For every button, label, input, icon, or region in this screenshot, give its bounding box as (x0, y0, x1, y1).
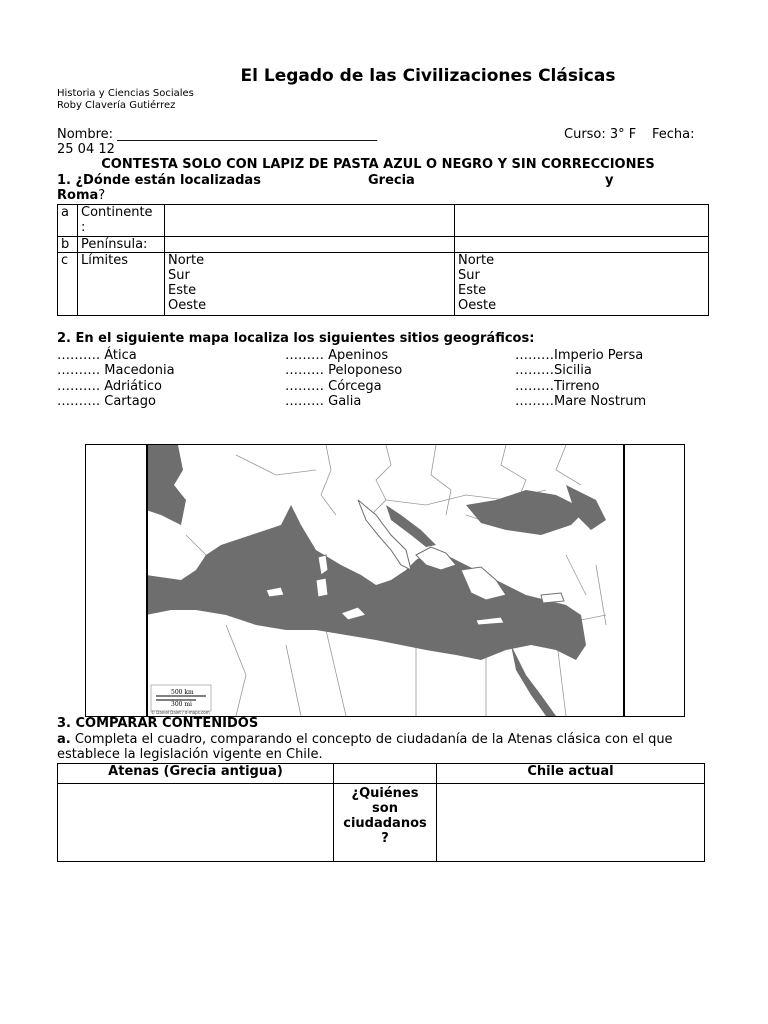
list-item: ………. Ática (57, 348, 137, 363)
answer-cell-roma[interactable]: Norte Sur Este Oeste (455, 253, 709, 316)
scale-mi: 300 mi (171, 701, 192, 708)
q1-grecia: Grecia (368, 173, 415, 188)
list-item: ………Imperio Persa (515, 348, 644, 363)
q3-table (57, 763, 705, 862)
q1-roma: Roma (57, 188, 99, 203)
table-row (58, 205, 709, 237)
q1-y: y (605, 173, 614, 188)
answer-cell-roma[interactable] (455, 237, 709, 253)
question-cell: ¿Quiénes son ciudadanos ? (334, 784, 437, 862)
row-label: Límites (78, 253, 165, 316)
q3-instruction-2: establece la legislación vigente en Chile. (57, 747, 323, 762)
row-label: Península: (78, 237, 165, 253)
col-header-atenas: Atenas (Grecia antigua) (58, 764, 334, 784)
answer-cell-atenas[interactable] (58, 784, 334, 862)
list-item: ………Mare Nostrum (515, 393, 647, 409)
table-row (58, 764, 705, 784)
map-svg (86, 445, 684, 716)
q2-column-3 (515, 348, 646, 409)
list-item: ……… Córcega (285, 378, 382, 394)
mediterranean-map (85, 444, 685, 717)
row-letter: a (58, 205, 78, 237)
list-item: ……… Galia (285, 393, 362, 409)
table-row (58, 784, 705, 862)
fecha-label: Fecha: (652, 127, 695, 142)
answer-cell-roma[interactable] (455, 205, 709, 237)
list-item: ………. Adriático (57, 378, 162, 394)
row-letter: c (58, 253, 78, 316)
instructions: CONTESTA SOLO CON LAPIZ DE PASTA AZUL O NEGRO Y SIN CORRECCIONES (101, 157, 655, 172)
teacher-label: Roby Clavería Gutiérrez (57, 100, 176, 111)
table-row (58, 253, 709, 316)
row-letter: b (58, 237, 78, 253)
col-header-chile: Chile actual (437, 764, 705, 784)
list-item: ………Tirreno (515, 378, 600, 394)
q3-instruction: a. Completa el cuadro, comparando el concepto de ciudadanía de la Atenas clásica con el que (57, 732, 673, 747)
subject-label: Historia y Ciencias Sociales (57, 88, 194, 99)
page-title: El Legado de las Civilizaciones Clásicas (240, 66, 616, 86)
q3-heading: 3. COMPARAR CONTENIDOS (57, 716, 259, 731)
q2-question: 2. En el siguiente mapa localiza los siguientes sitios geográficos: (57, 331, 535, 346)
curso-label: Curso: 3° F (564, 127, 637, 142)
nombre-label: Nombre: (57, 127, 114, 142)
q2-column-1 (57, 348, 175, 409)
q1-end: ? (98, 188, 106, 203)
scale-km: 500 km (171, 689, 194, 696)
fecha-value: 25 04 12 (57, 142, 115, 157)
q1-roma-line (57, 188, 105, 203)
q1-table (57, 204, 709, 316)
list-item: ………Sicilia (515, 363, 592, 379)
map-scale (151, 685, 211, 715)
row-label: Continente : (78, 205, 165, 237)
q2-column-2 (285, 348, 402, 409)
map-credit: © Daniel Dalet / d-maps.com (151, 710, 210, 715)
q1-question-start: 1. ¿Dónde están localizadas (57, 173, 261, 188)
list-item: ……… Peloponeso (285, 363, 403, 379)
list-item: ………. Macedonia (57, 363, 175, 379)
list-item: ……… Apeninos (285, 348, 389, 363)
table-row (58, 237, 709, 253)
answer-cell-grecia[interactable] (165, 237, 455, 253)
col-header-empty (334, 764, 437, 784)
answer-cell-grecia[interactable]: Norte Sur Este Oeste (165, 253, 455, 316)
answer-cell-grecia[interactable] (165, 205, 455, 237)
nombre-field[interactable] (57, 127, 377, 142)
answer-cell-chile[interactable] (437, 784, 705, 862)
nombre-line: ________________________________________ (117, 127, 378, 142)
list-item: ………. Cartago (57, 393, 156, 409)
